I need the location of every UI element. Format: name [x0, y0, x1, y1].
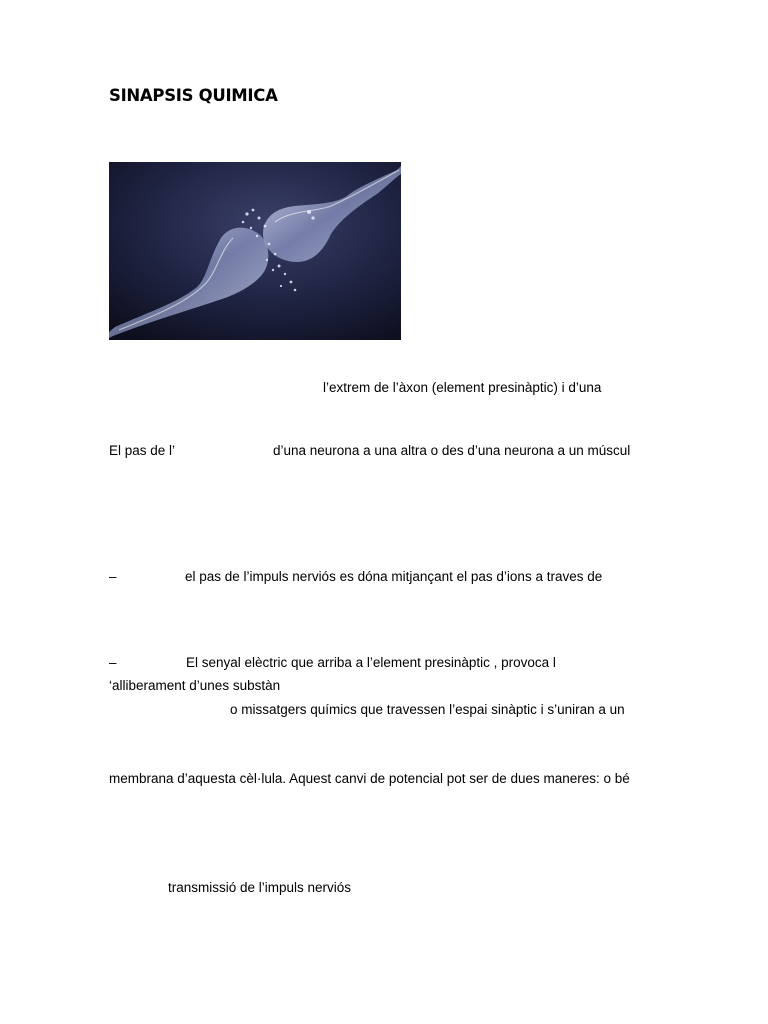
- list-dash: –: [109, 655, 117, 670]
- text-line: ‘alliberament d’unes substàn: [109, 678, 281, 693]
- text-line: o missatgers químics que travessen l’espai sinàptic i s’uniran a un: [230, 702, 625, 717]
- list-dash: –: [109, 569, 117, 584]
- text-line: El pas de l’: [109, 443, 176, 458]
- text-line: l’extrem de l’àxon (element presinàptic) i d’una: [323, 380, 602, 395]
- text-line: transmissió de l’impuls nerviós: [168, 880, 352, 895]
- text-line: d’una neurona a una altra o des d’una neurona a un múscul: [273, 443, 631, 458]
- text-line: El senyal elèctric que arriba a l’element presinàptic , provoca l: [186, 655, 556, 670]
- text-line: membrana d’aquesta cèl·lula. Aquest canvi de potencial pot ser de dues maneres: o bé: [109, 771, 630, 786]
- synapse-illustration: [109, 162, 401, 340]
- text-line: el pas de l’impuls nerviós es dóna mitjançant el pas d’ions a traves de: [185, 569, 603, 584]
- page-title: SINAPSIS QUIMICA: [109, 86, 278, 105]
